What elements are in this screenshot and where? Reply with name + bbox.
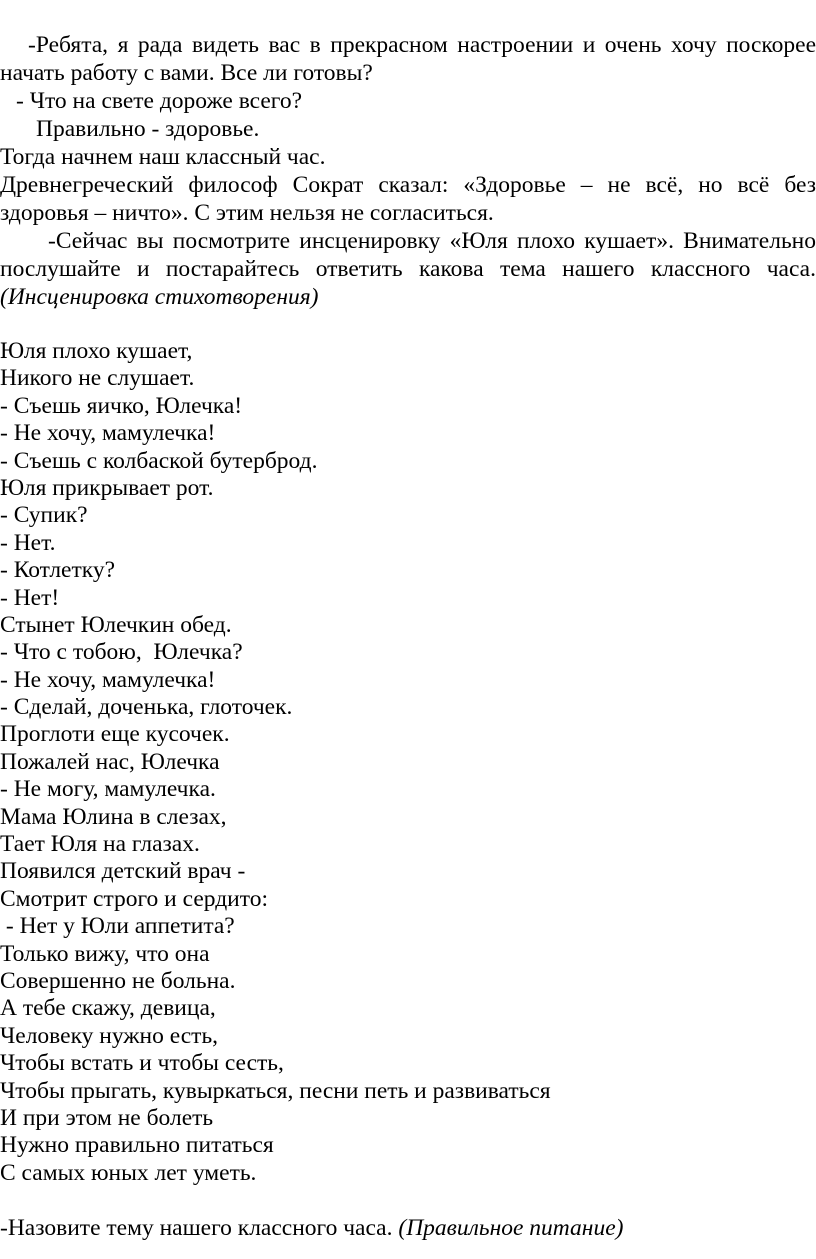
poem-line: - Съешь яичко, Юлечка!: [0, 392, 243, 419]
poem-line: - Сделай, доченька, глоточек.: [0, 694, 293, 721]
poem-line: Чтобы прыгать, кувыркаться, песни петь и развиваться: [0, 1077, 551, 1104]
poem-line: - Нет у Юли аппетита?: [0, 913, 235, 940]
poem-line: Проглоти еще кусочек.: [0, 721, 230, 748]
stage-note: (Инсценировка стихотворения): [0, 284, 319, 310]
poem-line: - Нет.: [0, 529, 56, 556]
poem-line: Смотрит строго и сердито:: [0, 885, 268, 912]
poem-line: Появился детский врач -: [0, 858, 246, 885]
poem-line: Юля прикрывает рот.: [0, 474, 214, 501]
closing-answer-note: (Правильное питание): [398, 1215, 624, 1242]
closing-question: -Назовите тему нашего классного часа.: [0, 1215, 399, 1242]
poem-line: С самых юных лет уметь.: [0, 1159, 257, 1186]
poem-line: А тебе скажу, девица,: [0, 995, 216, 1022]
blank-line: [0, 311, 816, 338]
poem-line: Мама Юлина в слезах,: [0, 803, 227, 830]
intro-question: - Что на свете дороже всего?: [16, 88, 303, 114]
poem-line: - Не хочу, мамулечка!: [0, 420, 216, 447]
socrates-quote-line-1: Древнегреческий философ Сократ сказал: «Здоровье – не всё, но всё без: [0, 172, 816, 198]
socrates-quote-line-2: здоровья – ничто». С этим нельзя не согласиться.: [0, 200, 494, 226]
poem-line: И при этом не болеть: [0, 1104, 214, 1131]
intro-answer: Правильно - здоровье.: [36, 116, 260, 142]
poem-line: - Супик?: [0, 502, 88, 529]
poem-line: - Что с тобою, Юлечка?: [0, 639, 243, 666]
poem-line: Юля плохо кушает,: [0, 338, 193, 364]
poem-line: Совершенно не больна.: [0, 967, 236, 994]
poem-line: - Котлетку?: [0, 557, 116, 584]
poem-line: Никого не слушает.: [0, 365, 195, 392]
intro-paragraph-line-2: начать работу с вами. Все ли готовы?: [0, 60, 373, 86]
poem-line: - Съешь с колбаской бутерброд.: [0, 447, 318, 474]
document-body: [0, 31, 816, 1242]
poem-line: Человеку нужно есть,: [0, 1022, 219, 1049]
intro-paragraph-line-1: -Ребята, я рада видеть вас в прекрасном настроении и очень хочу поскорее: [28, 32, 816, 58]
poem-line: Чтобы встать и чтобы сесть,: [0, 1050, 284, 1077]
task-line-1: -Сейчас вы посмотрите инсценировку «Юля плохо кушает». Внимательно: [48, 228, 816, 254]
task-line-2: послушайте и постарайтесь ответить какова тема нашего классного часа.: [0, 256, 816, 282]
poem-line: - Не хочу, мамулечка!: [0, 666, 216, 693]
closing-line: [0, 1214, 816, 1242]
poem-line: Тает Юля на глазах.: [0, 831, 200, 858]
poem: [0, 338, 816, 1187]
poem-line: - Не могу, мамулечка.: [0, 776, 216, 803]
poem-line: Стынет Юлечкин обед.: [0, 611, 232, 638]
poem-line: Только вижу, что она: [0, 940, 210, 967]
poem-line: Пожалей нас, Юлечка: [0, 748, 220, 775]
poem-line: - Нет!: [0, 584, 60, 611]
poem-line: Нужно правильно питаться: [0, 1132, 274, 1159]
blank-line: [0, 1187, 816, 1214]
intro-start: Тогда начнем наш классный час.: [0, 144, 326, 170]
